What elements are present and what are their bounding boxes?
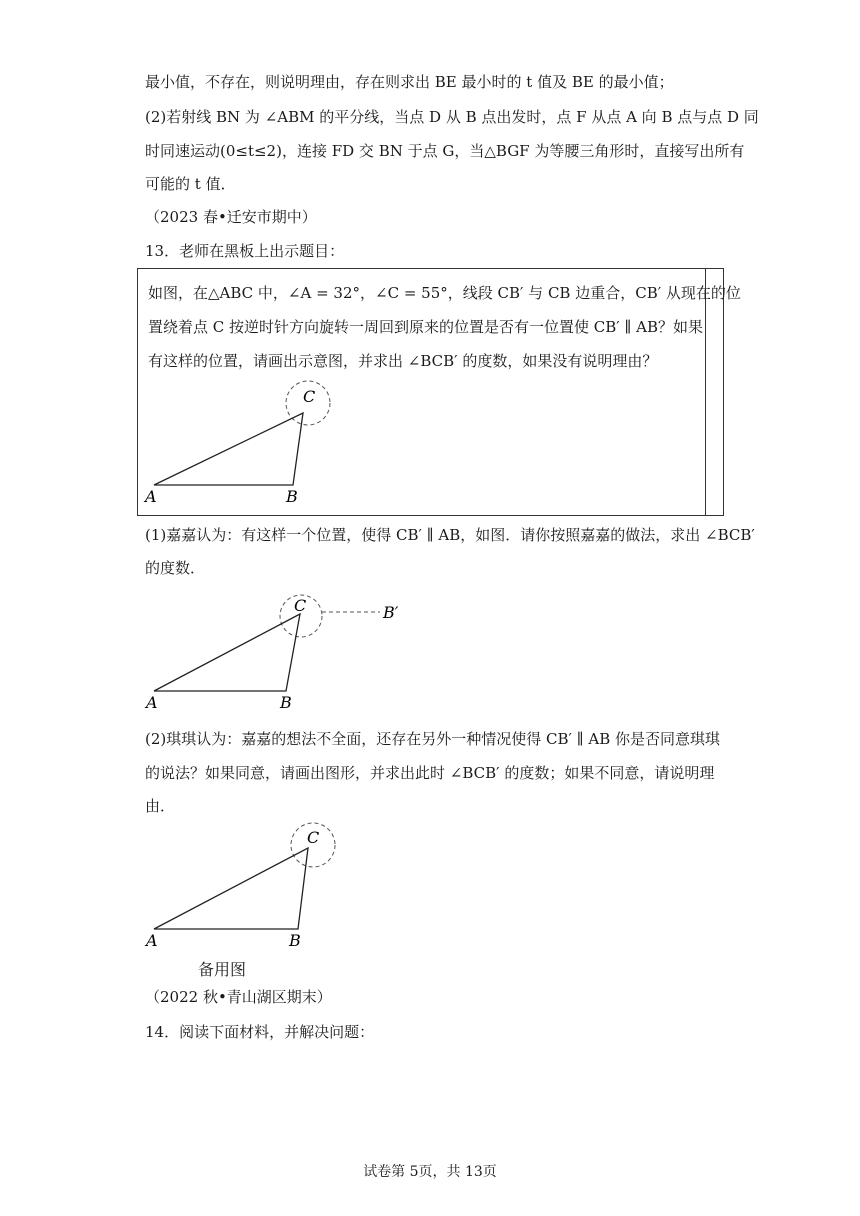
label-b: B — [280, 693, 292, 712]
box-text: 有这样的位置，请画出示意图，并求出 ∠BCB′ 的度数，如果没有说明理由？ — [148, 352, 658, 370]
triangle-figure-2 — [140, 590, 420, 715]
label-b: B — [286, 487, 298, 506]
text-line: 的度数． — [145, 559, 206, 577]
text-line: 的说法？如果同意，请画出图形，并求出此时 ∠BCB′ 的度数；如果不同意，请说明理 — [145, 764, 715, 782]
label-c: C — [307, 828, 320, 847]
page-footer: 试卷第 5页，共 13页 — [363, 1164, 497, 1180]
triangle-abc — [154, 614, 300, 691]
question-14-title: 14．阅读下面材料，并解决问题： — [145, 1023, 375, 1041]
label-b: B — [289, 931, 301, 950]
text-line: (2)琪琪认为：嘉嘉的想法不全面，还存在另外一种情况使得 CB′ ∥ AB 你是否同意琪琪 — [145, 730, 721, 748]
text-line: (2)若射线 BN 为 ∠ABM 的平分线，当点 D 从 B 点出发时，点 F 从点 A 向 B 点与点 D 同 — [145, 108, 759, 126]
question-13-title: 13．老师在黑板上出示题目： — [145, 242, 345, 260]
source-note: （2023 春•迁安市期中） — [145, 208, 317, 226]
box-text: 置绕着点 C 按逆时针方向旋转一周回到原来的位置是否有一位置使 CB′ ∥ AB？如果 — [148, 318, 704, 336]
figure-caption: 备用图 — [198, 960, 247, 979]
triangle-figure-3 — [140, 818, 350, 953]
text-line: (1)嘉嘉认为：有这样一个位置，使得 CB′ ∥ AB，如图．请你按照嘉嘉的做法，求出 ∠BCB′ — [145, 526, 755, 544]
label-a: A — [146, 931, 158, 950]
text-line: 由． — [145, 797, 176, 815]
label-c: C — [303, 387, 316, 406]
label-c: C — [294, 596, 307, 615]
text-line: 最小值，不存在，则说明理由，存在则求出 BE 最小时的 t 值及 BE 的最小值； — [145, 73, 674, 91]
label-a: A — [146, 693, 158, 712]
box-text: 如图，在△ABC 中，∠A = 32°，∠C = 55°，线段 CB′ 与 CB 边重合，CB′ 从现在的位 — [148, 284, 741, 302]
source-note: （2022 秋•青山湖区期末） — [145, 988, 332, 1006]
label-b-prime: B′ — [383, 603, 399, 622]
triangle-abc — [154, 413, 303, 485]
triangle-abc — [154, 848, 308, 929]
box-divider — [705, 269, 706, 515]
text-line: 可能的 t 值． — [145, 175, 236, 193]
triangle-figure-1 — [140, 378, 340, 508]
text-line: 时同速运动(0≤t≤2)，连接 FD 交 BN 于点 G，当△BGF 为等腰三角形时，直接写出所有 — [145, 142, 745, 160]
label-a: A — [145, 487, 157, 506]
